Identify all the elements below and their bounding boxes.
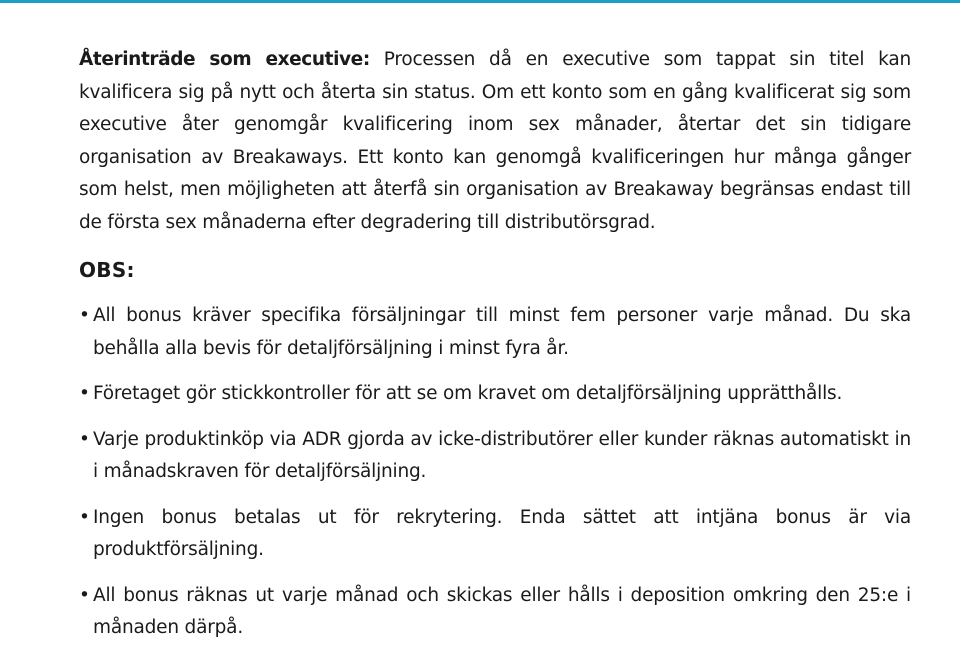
list-item-text: All bonus räknas ut varje månad och skickas eller hålls i deposition omkring den 25:e i månaden därpå.: [93, 584, 911, 638]
list-item: [79, 502, 911, 567]
notes-list: [79, 300, 911, 645]
bullet-icon: •: [79, 428, 90, 450]
intro-lead-term: Återinträde som executive:: [79, 49, 370, 70]
bullet-icon: •: [79, 584, 90, 606]
list-item: [79, 378, 911, 411]
bullet-icon: •: [79, 383, 90, 404]
intro-body: Processen då en executive som tappat sin titel kan kvalificera sig på nytt och återta sin status. Om ett konto som en gång kvalificerat sig som executive åter genomgår kvalificering inom sex månader, återtar det sin tidigare organisation av Breakaways. Ett konto kan genomgå kvalificeringen hur många gånger som helst, men möjligheten att återfå sin organisation av Breakaway begränsas endast till de första sex månaderna efter degradering till distributörsgrad.: [79, 49, 911, 233]
list-item-text: Ingen bonus betalas ut för rekrytering. Enda sättet att intjäna bonus är via produktförsäljning.: [93, 506, 911, 560]
bullet-icon: •: [79, 305, 90, 326]
document-page: [79, 44, 911, 658]
top-accent-rule: [0, 0, 960, 3]
list-item-text: Företaget gör stickkontroller för att se om kravet om detaljförsäljning upprätthålls.: [93, 383, 843, 404]
list-item: [79, 300, 911, 365]
list-item-text: All bonus kräver specifika försäljningar till minst fem personer varje månad. Du ska behålla alla bevis för detaljförsäljning i minst fyra år.: [93, 305, 911, 359]
list-item: [79, 424, 911, 489]
list-item: [79, 580, 911, 645]
notes-heading: OBS:: [79, 258, 135, 282]
list-item-text: Varje produktinköp via ADR gjorda av icke-distributörer eller kunder räknas automatiskt in i månadskraven för detaljförsäljning.: [93, 428, 911, 482]
bullet-icon: •: [79, 506, 90, 528]
intro-paragraph: [79, 44, 911, 239]
